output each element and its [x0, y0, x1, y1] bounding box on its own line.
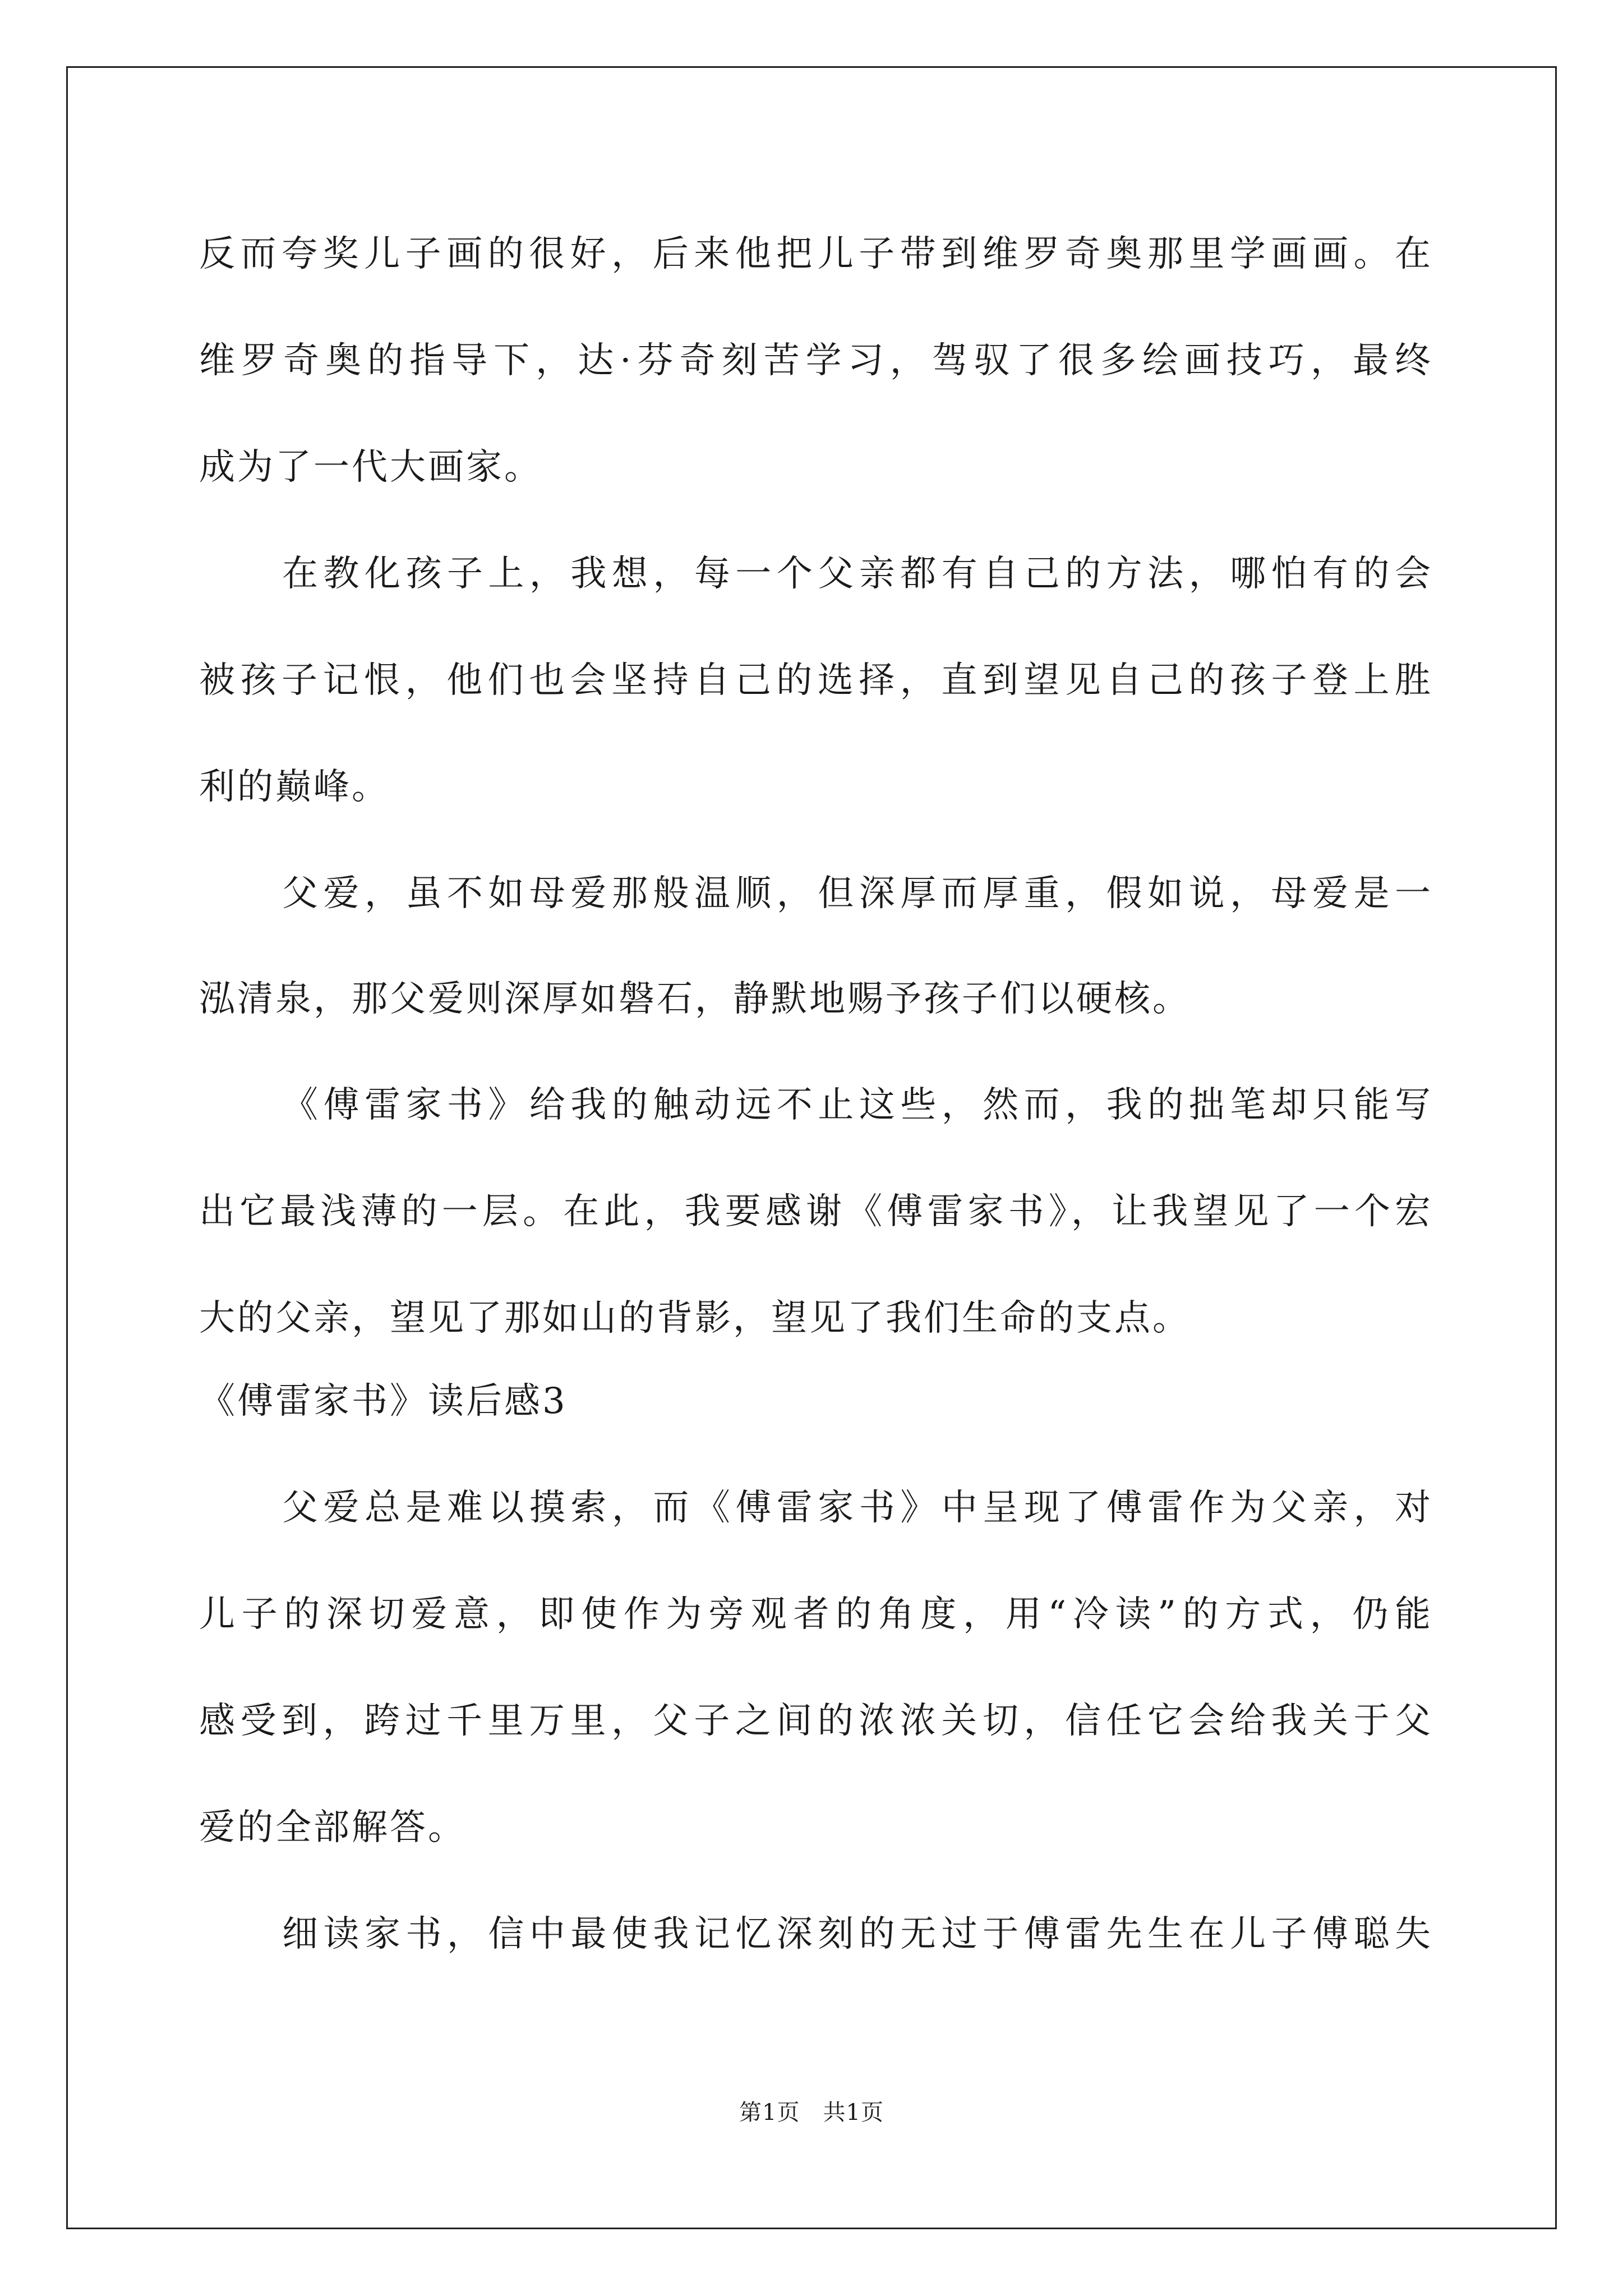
- text-line: 反而夸奖儿子画的很好，后来他把儿子带到维罗奇奥那里学画画。在: [199, 233, 1433, 275]
- text-line: 在教化孩子上，我想，每一个父亲都有自己的方法，哪怕有的会: [282, 553, 1433, 595]
- text-line: 泓清泉，那父爱则深厚如磐石，静默地赐予孩子们以硬核。: [199, 978, 1191, 1020]
- text-line: 细读家书，信中最使我记忆深刻的无过于傅雷先生在儿子傅聪失: [282, 1913, 1433, 1955]
- text-line: 维罗奇奥的指导下，达·芬奇刻苦学习，驾驭了很多绘画技巧，最终: [199, 340, 1433, 381]
- text-line: 大的父亲，望见了那如山的背影，望见了我们生命的支点。: [199, 1297, 1191, 1339]
- text-line: 《傅雷家书》给我的触动远不止这些，然而，我的拙笔却只能写: [282, 1084, 1433, 1126]
- page-border: [66, 66, 1557, 2229]
- page-footer: 第1页 共1页: [739, 2100, 884, 2125]
- text-line: 出它最浅薄的一层。在此，我要感谢《傅雷家书》，让我望见了一个宏: [199, 1191, 1433, 1232]
- text-line: 爱的全部解答。: [199, 1807, 466, 1848]
- text-line: 父爱总是难以摸索，而《傅雷家书》中呈现了傅雷作为父亲，对: [282, 1487, 1433, 1529]
- section-heading: 《傅雷家书》读后感3: [199, 1381, 568, 1422]
- text-line: 成为了一代大画家。: [199, 447, 542, 488]
- text-line: 儿子的深切爱意，即使作为旁观者的角度，用“冷读”的方式，仍能: [199, 1594, 1433, 1635]
- text-line: 利的巅峰。: [199, 766, 390, 808]
- text-line: 感受到，跨过千里万里，父子之间的浓浓关切，信任它会给我关于父: [199, 1700, 1433, 1742]
- text-line: 父爱，虽不如母爱那般温顺，但深厚而厚重，假如说，母爱是一: [282, 873, 1433, 914]
- text-line: 被孩子记恨，他们也会坚持自己的选择，直到望见自己的孩子登上胜: [199, 660, 1433, 701]
